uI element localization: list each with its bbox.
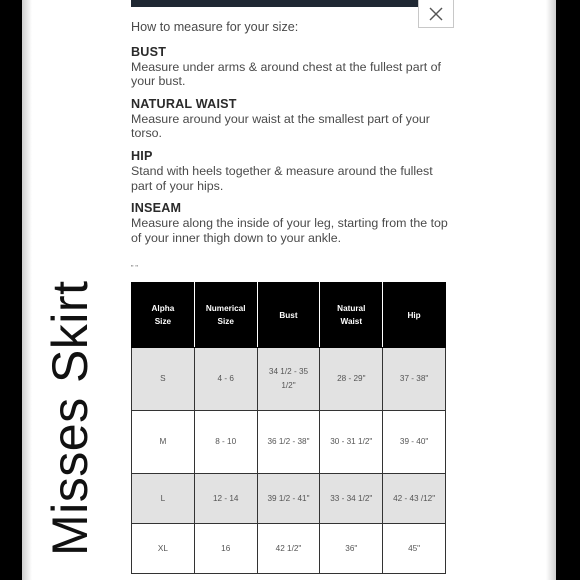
cell-hip: 39 - 40" [383,411,446,474]
cell-hip: 37 - 38" [383,348,446,411]
cell-waist: 36" [320,524,383,574]
section-text: Stand with heels together & measure around the fullest part of your hips. [131,163,433,193]
cell-bust: 34 1/2 - 35 1/2" [257,348,320,411]
intro-text: How to measure for your size: [131,20,299,34]
size-chart-table [131,282,446,574]
section-bust [131,45,451,89]
section-inseam [131,201,451,245]
cell-hip: 45" [383,524,446,574]
right-black-bar [556,0,580,580]
cell-bust: 42 1/2" [257,524,320,574]
cell-bust: 36 1/2 - 38" [257,411,320,474]
section-text: Measure along the inside of your leg, starting from the top of your inner thigh down to your ankle. [131,216,448,245]
section-title: HIP [131,148,153,163]
top-image-strip [131,0,451,7]
table-row [132,474,446,524]
header-numerical-size: Numerical Size [194,283,257,348]
measure-instructions [131,20,451,253]
section-title: INSEAM [131,201,182,216]
table-row [132,524,446,574]
side-title: Misses Skirt [42,280,98,556]
cell-numerical: 12 - 14 [194,474,257,524]
section-text: Measure around your waist at the smallest part of your torso. [131,111,430,141]
table-row [132,411,446,474]
cell-numerical: 16 [194,524,257,574]
cell-waist: 30 - 31 1/2" [320,411,383,474]
right-edge-shadow [546,0,556,580]
cell-alpha: S [132,348,195,411]
cell-numerical: 4 - 6 [194,348,257,411]
header-alpha-size: Alpha Size [132,283,195,348]
section-title: NATURAL WAIST [131,96,237,111]
cell-bust: 39 1/2 - 41" [257,474,320,524]
header-bust: Bust [257,283,320,348]
section-title: BUST [131,44,167,59]
section-hip [131,149,451,193]
quote-marks: " " [131,265,138,272]
header-natural-waist: Natural Waist [320,283,383,348]
close-icon [429,7,443,21]
cell-waist: 28 - 29" [320,348,383,411]
left-edge-shadow [22,0,32,580]
cell-alpha: M [132,411,195,474]
cell-numerical: 8 - 10 [194,411,257,474]
table-row [132,348,446,411]
cell-hip: 42 - 43 /12" [383,474,446,524]
section-natural-waist [131,97,451,141]
table-header-row [132,283,446,348]
section-text: Measure under arms & around chest at the fullest part of your bust. [131,59,441,89]
header-hip: Hip [383,283,446,348]
cell-waist: 33 - 34 1/2" [320,474,383,524]
cell-alpha: XL [132,524,195,574]
cell-alpha: L [132,474,195,524]
left-black-bar [0,0,22,580]
